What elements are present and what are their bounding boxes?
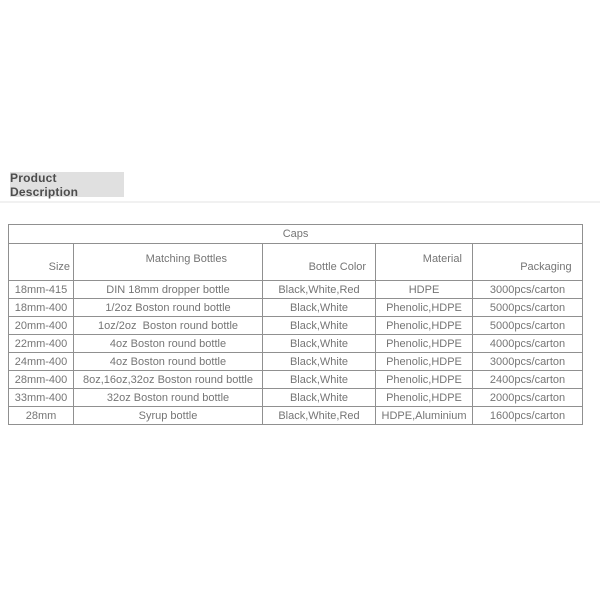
cell-size: 28mm (9, 407, 74, 425)
cell-matching-bottles: 32oz Boston round bottle (74, 389, 263, 407)
table-row (9, 281, 583, 299)
cell-material: Phenolic,HDPE (376, 353, 473, 371)
cell-bottle-color: Black,White (263, 335, 376, 353)
cell-packaging: 5000pcs/carton (473, 317, 583, 335)
cell-material: Phenolic,HDPE (376, 317, 473, 335)
table-row (9, 335, 583, 353)
column-header-size (9, 244, 74, 281)
cell-size: 24mm-400 (9, 353, 74, 371)
column-header-matching-bottles-label: Matching Bottles (145, 253, 227, 265)
cell-packaging: 2000pcs/carton (473, 389, 583, 407)
cell-packaging: 3000pcs/carton (473, 281, 583, 299)
cell-matching-bottles: Syrup bottle (74, 407, 263, 425)
cell-bottle-color: Black,White (263, 299, 376, 317)
table-title-row (9, 225, 583, 244)
cell-packaging: 1600pcs/carton (473, 407, 583, 425)
cell-packaging: 2400pcs/carton (473, 371, 583, 389)
column-header-packaging-label: Packaging (520, 261, 572, 273)
column-header-material (376, 244, 473, 281)
cell-material: HDPE (376, 281, 473, 299)
cell-matching-bottles: 1/2oz Boston round bottle (74, 299, 263, 317)
cell-matching-bottles: 8oz,16oz,32oz Boston round bottle (74, 371, 263, 389)
cell-size: 28mm-400 (9, 371, 74, 389)
cell-size: 18mm-415 (9, 281, 74, 299)
table-row (9, 389, 583, 407)
cell-material: Phenolic,HDPE (376, 371, 473, 389)
cell-packaging: 4000pcs/carton (473, 335, 583, 353)
cell-material: Phenolic,HDPE (376, 389, 473, 407)
cell-bottle-color: Black,White,Red (263, 407, 376, 425)
cell-size: 18mm-400 (9, 299, 74, 317)
cell-size: 22mm-400 (9, 335, 74, 353)
cell-matching-bottles: 4oz Boston round bottle (74, 335, 263, 353)
cell-size: 33mm-400 (9, 389, 74, 407)
cell-matching-bottles: 1oz/2oz Boston round bottle (74, 317, 263, 335)
tab-product-description[interactable]: Product Description (10, 172, 124, 197)
cell-bottle-color: Black,White (263, 353, 376, 371)
cell-bottle-color: Black,White,Red (263, 281, 376, 299)
column-header-bottle-color-label: Bottle Color (308, 261, 367, 273)
cell-matching-bottles: 4oz Boston round bottle (74, 353, 263, 371)
table-title: Caps (9, 225, 583, 244)
column-header-packaging (473, 244, 583, 281)
cell-bottle-color: Black,White (263, 389, 376, 407)
column-header-matching-bottles (74, 244, 263, 281)
cell-bottle-color: Black,White (263, 371, 376, 389)
column-header-size-label: Size (48, 261, 71, 273)
table-row (9, 299, 583, 317)
tab-bar-divider (0, 201, 600, 203)
caps-table (8, 224, 583, 425)
cell-packaging: 3000pcs/carton (473, 353, 583, 371)
cell-material: Phenolic,HDPE (376, 299, 473, 317)
cell-material: HDPE,Aluminium (376, 407, 473, 425)
cell-size: 20mm-400 (9, 317, 74, 335)
table-row (9, 371, 583, 389)
table-row (9, 353, 583, 371)
column-header-bottle-color (263, 244, 376, 281)
table-header-row (9, 244, 583, 281)
cell-bottle-color: Black,White (263, 317, 376, 335)
table-row (9, 317, 583, 335)
column-header-material-label: Material (422, 253, 462, 265)
cell-material: Phenolic,HDPE (376, 335, 473, 353)
cell-matching-bottles: DIN 18mm dropper bottle (74, 281, 263, 299)
cell-packaging: 5000pcs/carton (473, 299, 583, 317)
table-row (9, 407, 583, 425)
caps-table-container (8, 224, 582, 425)
